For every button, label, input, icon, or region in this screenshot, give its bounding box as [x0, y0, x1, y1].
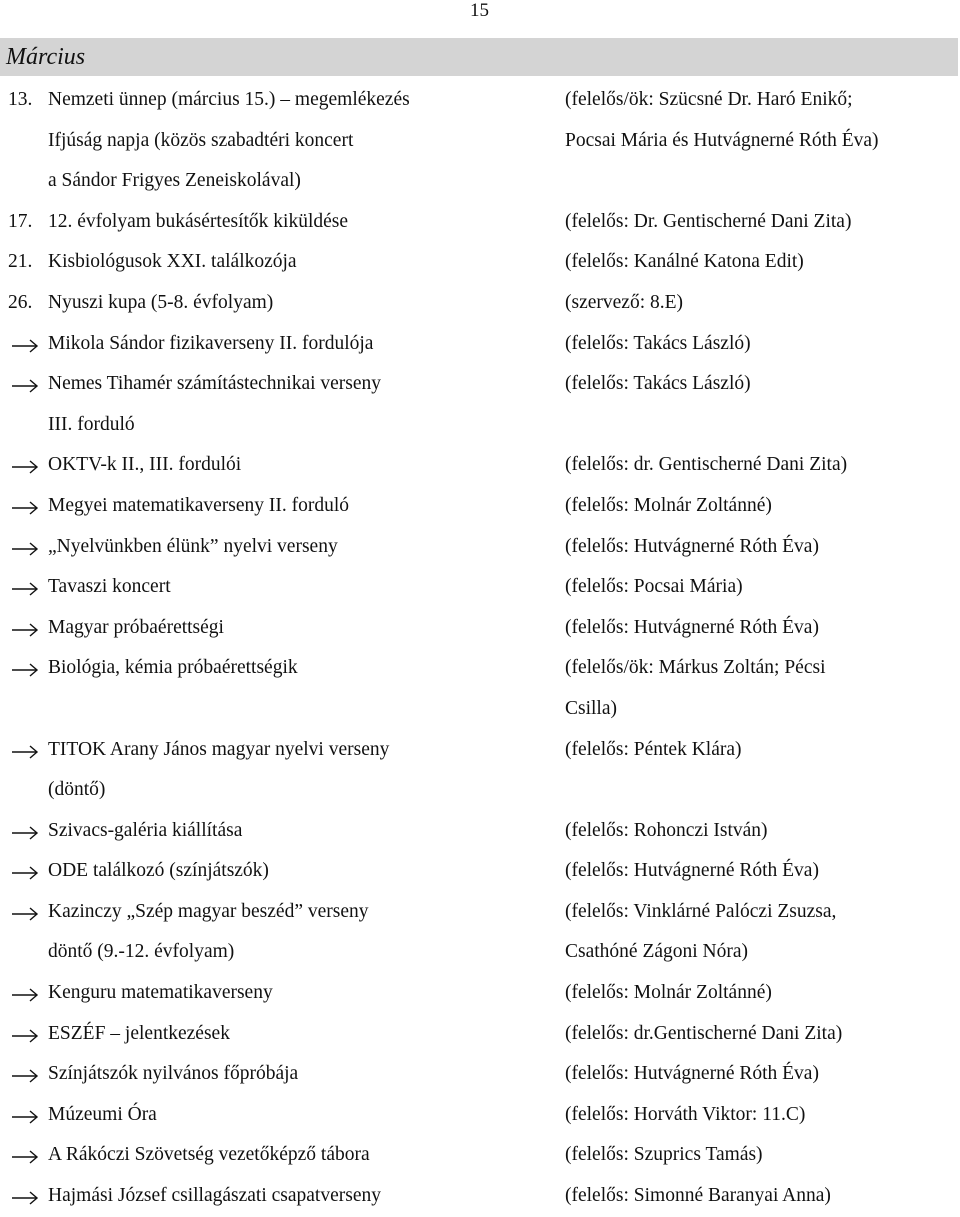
responsible-person: (felelős: Hutvágnerné Róth Éva): [565, 860, 819, 882]
arrow-right-icon: [10, 1135, 40, 1175]
schedule-row: [0, 80, 960, 121]
arrow-right-icon: [10, 892, 40, 932]
responsible-person: (felelős: Molnár Zoltánné): [565, 982, 772, 1004]
schedule-row: [0, 242, 960, 283]
schedule-row: [0, 608, 960, 649]
event-name: ESZÉF – jelentkezések: [48, 1022, 230, 1044]
event-name: ODE találkozó (színjátszók): [48, 860, 269, 882]
schedule-row: [0, 121, 960, 162]
event-name: (döntő): [48, 779, 106, 801]
schedule-row: [0, 892, 960, 933]
arrow-right-icon: [10, 1176, 40, 1216]
event-name: III. forduló: [48, 413, 135, 435]
responsible-person: (felelős/ök: Márkus Zoltán; Pécsi: [565, 657, 826, 679]
event-name: Magyar próbaérettségi: [48, 616, 224, 638]
schedule-row: [0, 648, 960, 689]
schedule-row: [0, 689, 960, 730]
schedule-row: [0, 1054, 960, 1095]
event-name: Ifjúság napja (közös szabadtéri koncert: [48, 129, 354, 151]
schedule-row: [0, 567, 960, 608]
responsible-person: Csathóné Zágoni Nóra): [565, 941, 749, 963]
responsible-person: Pocsai Mária és Hutvágnerné Róth Éva): [565, 129, 879, 151]
event-name: Mikola Sándor fizikaverseny II. fordulója: [48, 332, 374, 354]
responsible-person: (felelős: Pocsai Mária): [565, 576, 743, 598]
arrow-right-icon: [10, 973, 40, 1013]
page-number: 15: [470, 0, 489, 21]
schedule-row: [0, 770, 960, 811]
responsible-person: (felelős: Molnár Zoltánné): [565, 494, 772, 516]
date-marker: 21.: [8, 251, 33, 273]
responsible-person: (szervező: 8.E): [565, 291, 684, 313]
schedule-row: [0, 486, 960, 527]
responsible-person: (felelős: Simonné Baranyai Anna): [565, 1185, 831, 1207]
responsible-person: (felelős: Dr. Gentischerné Dani Zita): [565, 210, 852, 232]
arrow-right-icon: [10, 1095, 40, 1135]
schedule-row: [0, 445, 960, 486]
arrow-right-icon: [10, 1054, 40, 1094]
event-name: döntő (9.-12. évfolyam): [48, 941, 235, 963]
schedule-row: [0, 324, 960, 365]
arrow-right-icon: [10, 445, 40, 485]
event-name: Megyei matematikaverseny II. forduló: [48, 494, 350, 516]
schedule-row: [0, 405, 960, 446]
event-name: Kazinczy „Szép magyar beszéd” verseny: [48, 900, 369, 922]
responsible-person: (felelős: dr.Gentischerné Dani Zita): [565, 1022, 843, 1044]
schedule-row: [0, 202, 960, 243]
responsible-person: (felelős: Szuprics Tamás): [565, 1144, 763, 1166]
schedule-row: [0, 1176, 960, 1217]
schedule-row: [0, 364, 960, 405]
event-name: 12. évfolyam bukásértesítők kiküldése: [48, 210, 349, 232]
event-name: Kisbiológusok XXI. találkozója: [48, 251, 297, 273]
date-marker: 13.: [8, 89, 33, 110]
schedule-row: [0, 283, 960, 324]
schedule-row: [0, 811, 960, 852]
schedule-row: [0, 1135, 960, 1176]
event-name: Biológia, kémia próbaérettségik: [48, 657, 298, 679]
event-name: Kenguru matematikaverseny: [48, 982, 273, 1004]
responsible-person: (felelős: Vinklárné Palóczi Zsuzsa,: [565, 900, 837, 922]
arrow-right-icon: [10, 648, 40, 688]
arrow-right-icon: [10, 851, 40, 891]
arrow-right-icon: [10, 486, 40, 526]
arrow-right-icon: [10, 1014, 40, 1054]
schedule-row: [0, 161, 960, 202]
schedule-row: [0, 973, 960, 1014]
schedule-row: [0, 1095, 960, 1136]
event-name: „Nyelvünkben élünk” nyelvi verseny: [48, 535, 338, 557]
event-name: Színjátszók nyilvános főpróbája: [48, 1063, 299, 1085]
schedule-row: [0, 1014, 960, 1055]
responsible-person: (felelős: Kanálné Katona Edit): [565, 251, 804, 273]
date-marker: 26.: [8, 291, 33, 313]
schedule-row: [0, 527, 960, 568]
responsible-person: (felelős/ök: Szücsné Dr. Haró Enikő;: [565, 89, 853, 110]
responsible-person: (felelős: Hutvágnerné Róth Éva): [565, 535, 819, 557]
responsible-person: (felelős: Hutvágnerné Róth Éva): [565, 616, 819, 638]
schedule-row: [0, 851, 960, 892]
event-name: TITOK Arany János magyar nyelvi verseny: [48, 738, 390, 760]
schedule-row: [0, 730, 960, 771]
arrow-right-icon: [10, 608, 40, 648]
responsible-person: (felelős: dr. Gentischerné Dani Zita): [565, 454, 848, 476]
responsible-person: (felelős: Horváth Viktor: 11.C): [565, 1103, 806, 1125]
arrow-right-icon: [10, 364, 40, 404]
event-name: Szivacs-galéria kiállítása: [48, 819, 243, 841]
responsible-person: (felelős: Takács László): [565, 332, 751, 354]
event-name: OKTV-k II., III. fordulói: [48, 454, 242, 476]
event-name: Tavaszi koncert: [48, 576, 171, 598]
arrow-right-icon: [10, 730, 40, 770]
responsible-person: Csilla): [565, 697, 617, 719]
event-name: Nemes Tihamér számítástechnikai verseny: [48, 373, 382, 395]
responsible-person: (felelős: Péntek Klára): [565, 738, 742, 760]
responsible-person: (felelős: Hutvágnerné Róth Éva): [565, 1063, 819, 1085]
event-name: A Rákóczi Szövetség vezetőképző tábora: [48, 1144, 370, 1166]
event-name: Nemzeti ünnep (március 15.) – megemlékezés: [48, 89, 410, 110]
month-header-band: [0, 38, 958, 76]
event-name: Hajmási József csillagászati csapatverseny: [48, 1185, 381, 1207]
responsible-person: (felelős: Rohonczi István): [565, 819, 768, 841]
arrow-right-icon: [10, 527, 40, 567]
arrow-right-icon: [10, 324, 40, 364]
schedule-list: [0, 80, 960, 1217]
arrow-right-icon: [10, 811, 40, 851]
responsible-person: (felelős: Takács László): [565, 373, 751, 395]
schedule-row: [0, 932, 960, 973]
month-title: Március: [6, 44, 86, 70]
event-name: a Sándor Frigyes Zeneiskolával): [48, 170, 301, 192]
arrow-right-icon: [10, 567, 40, 607]
date-marker: 17.: [8, 210, 33, 232]
event-name: Múzeumi Óra: [48, 1103, 157, 1125]
event-name: Nyuszi kupa (5-8. évfolyam): [48, 291, 274, 313]
